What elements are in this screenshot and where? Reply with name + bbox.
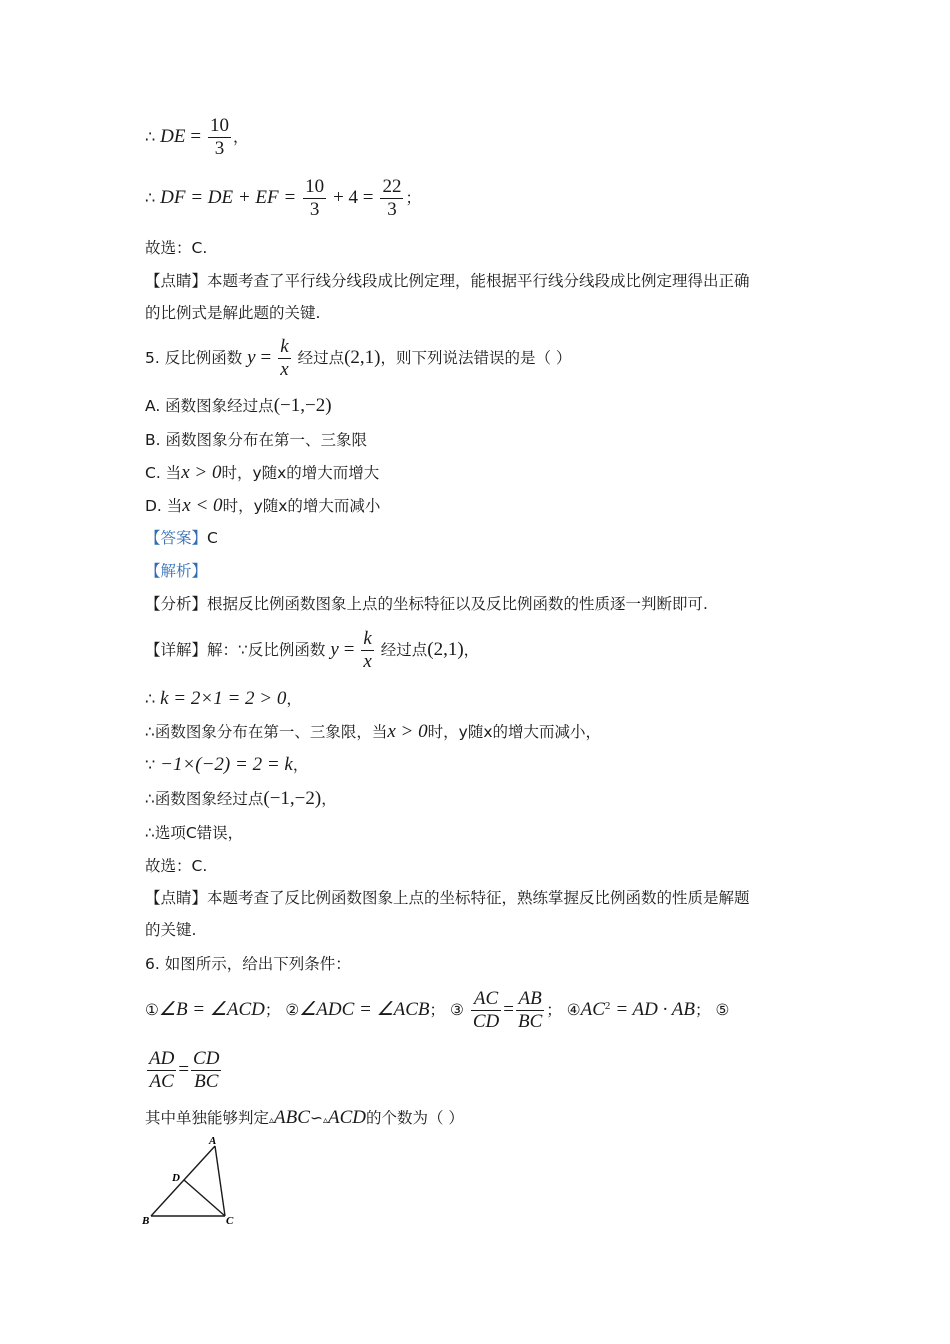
vertex-label-b: B xyxy=(142,1215,150,1227)
df-result-line: ∴ DF = DE + EF = $\frac{10}{3}$ + 4 = $\frac{22}{3}$ ； xyxy=(145,176,421,220)
q5-comment-1: 【点睛】本题考查了反比例函数图象上点的坐标特征，熟练掌握反比例函数的性质是解题 xyxy=(145,889,750,907)
triangle-figure xyxy=(135,1132,245,1232)
q5-comment-2: 的关键. xyxy=(145,921,197,939)
q5-choice: 故选：C. xyxy=(145,857,208,875)
q5-answer: 【答案】C xyxy=(145,529,218,547)
q6-conditions: ①∠B = ∠ACD； ②∠ADC = ∠ACB； ③ $\frac{AC}{CD}$ = $\frac{AB}{BC}$ ； $④AC^2$ = AD · AB； ⑤ xyxy=(145,988,730,1032)
side-ab xyxy=(151,1146,215,1216)
fraction-10-3: $\frac{10}{3}$ xyxy=(210,115,230,159)
q6-question: 其中单独能够判定▵ABC∽▵ACD的个数为（ ） xyxy=(145,1107,464,1128)
fraction-ab-bc: $\frac{AB}{BC}$ xyxy=(517,988,543,1032)
q6-stem: 6. 如图所示，给出下列条件： xyxy=(145,955,351,973)
choice-line: 故选：C. xyxy=(145,239,208,257)
vertex-label-d: D xyxy=(172,1172,180,1184)
segment-cd xyxy=(184,1180,225,1216)
q5-option-d[interactable]: D. 当x < 0时，y随x的增大而减小 xyxy=(145,495,381,516)
q5-step-5: ∴选项C错误， xyxy=(145,824,244,842)
q6-condition-5: $\frac{AD}{AC}$ = $\frac{CD}{BC}$ xyxy=(149,1048,220,1092)
q5-option-b[interactable]: B. 函数图象分布在第一、三象限 xyxy=(145,431,367,449)
fraction-k-x: $\frac{k}{x}$ xyxy=(363,628,372,672)
q5-detail: 【详解】解：∵反比例函数 y = $\frac{k}{x}$ 经过点(2,1)， xyxy=(145,628,480,672)
comment-line-2: 的比例式是解此题的关键. xyxy=(145,304,321,322)
q5-step-1: ∴ k = 2×1 = 2 > 0， xyxy=(145,688,302,709)
q5-step-4: ∴函数图象经过点(−1,−2)， xyxy=(145,788,337,809)
vertex-label-a: A xyxy=(209,1135,217,1147)
fraction-ad-ac: $\frac{AD}{AC}$ xyxy=(149,1048,175,1092)
fraction-22-3: $\frac{22}{3}$ xyxy=(382,176,402,220)
q5-option-a[interactable]: A. 函数图象经过点(−1,−2) xyxy=(145,395,332,416)
side-ac xyxy=(215,1146,225,1216)
q5-step-3: ∵ −1×(−2) = 2 = k， xyxy=(145,754,309,775)
q5-analysis-heading: 【解析】 xyxy=(145,562,208,580)
vertex-label-c: C xyxy=(226,1215,234,1227)
fraction-ac-cd: $\frac{AC}{CD}$ xyxy=(472,988,500,1032)
q5-fenxi: 【分析】根据反比例函数图象上点的坐标特征以及反比例函数的性质逐一判断即可. xyxy=(145,595,708,613)
de-result-line: ∴ DE = $\frac{10}{3}$ ， xyxy=(145,115,249,159)
comment-line-1: 【点睛】本题考查了平行线分线段成比例定理，能根据平行线分线段成比例定理得出正确 xyxy=(145,272,750,290)
triangle-icon: ▵ xyxy=(269,1115,275,1126)
fraction-cd-bc: $\frac{CD}{BC}$ xyxy=(193,1048,220,1092)
q5-step-2: ∴函数图象分布在第一、三象限，当x > 0时，y随x的增大而减小， xyxy=(145,721,601,742)
q5-stem: 5. 反比例函数 y = $\frac{k}{x}$ 经过点(2,1)，则下列说法错误的是（ ） xyxy=(145,336,572,380)
fraction-10-3: $\frac{10}{3}$ xyxy=(305,176,325,220)
triangle-icon: ▵ xyxy=(322,1115,328,1126)
fraction-k-x: $\frac{k}{x}$ xyxy=(280,336,289,380)
q5-option-c[interactable]: C. 当x > 0时，y随x的增大而增大 xyxy=(145,462,380,483)
